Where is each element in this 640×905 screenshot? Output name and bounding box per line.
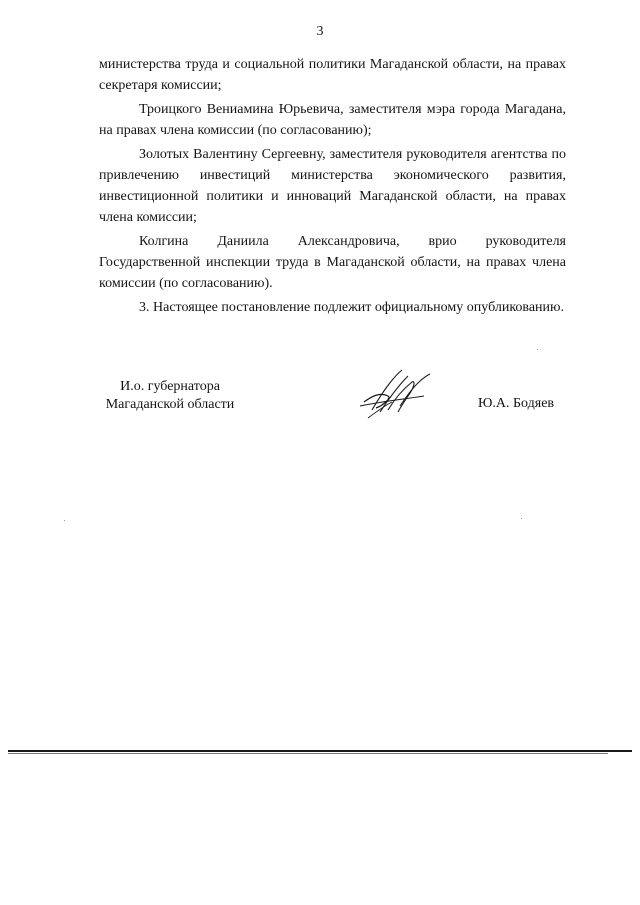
paragraph-publication: 3. Настоящее постановление подлежит официальному опубликованию.: [139, 300, 564, 315]
signatory-title-line2: Магаданской области: [105, 397, 235, 412]
signature-block: [0, 378, 640, 438]
bottom-rule-thin: [8, 753, 608, 754]
handwritten-signature: [358, 366, 438, 426]
signatory-title: [100, 378, 240, 414]
signatory-title-line1: И.о. губернатора: [120, 379, 220, 394]
paragraph-secretary: министерства труда и социальной политики Магаданской области, на правах секретаря комиссии;: [99, 57, 566, 93]
signatory-name: Ю.А. Бодяев: [478, 396, 555, 411]
page-number: 3: [316, 24, 324, 39]
paragraph-troitsky: Троицкого Вениамина Юрьевича, заместителя мэра города Магадана, на правах члена комиссии (по согласованию);: [99, 102, 566, 138]
scan-speck: [521, 518, 522, 519]
scan-speck: [64, 520, 65, 521]
paragraph-zolotykh: Золотых Валентину Сергеевну, заместителя руководителя агентства по привлечению инвестиций министерства экономического развития, инвестиционной политики и инноваций Магаданской области, на правах члена комиссии;: [99, 147, 566, 225]
paragraph-kolgin: Колгина Даниила Александровича, врио руководителя Государственной инспекции труда в Магаданской области, на правах члена комиссии (по согласованию).: [99, 234, 566, 291]
scan-speck: [537, 349, 538, 350]
document-body: [99, 54, 566, 321]
bottom-rule: [8, 750, 632, 752]
